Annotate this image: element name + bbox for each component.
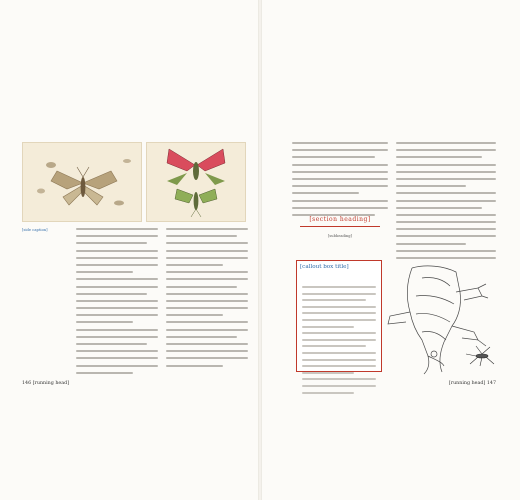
left-body-column-1 (76, 228, 158, 379)
cicada-illustration-icon (146, 142, 246, 222)
right-body-column-1 (292, 142, 388, 221)
callout-title: [callout box title] (300, 264, 349, 270)
right-running-head: [running head] (448, 381, 486, 386)
left-folio (22, 381, 69, 386)
section-divider (300, 226, 380, 227)
callout-body (302, 286, 376, 398)
right-body-column-2 (396, 142, 496, 264)
right-page-number: 147 (486, 381, 496, 386)
mosquito-icon (464, 344, 500, 368)
side-caption: [side caption] (22, 228, 48, 232)
right-folio (449, 381, 496, 386)
left-running-head: [running head] (32, 381, 70, 386)
section-heading: [section heading] (309, 216, 371, 223)
section-subheading: [subheading] (328, 234, 352, 238)
moth-illustration-icon (22, 142, 142, 222)
left-body-column-2 (166, 228, 248, 372)
left-page-number: 146 (22, 381, 32, 386)
